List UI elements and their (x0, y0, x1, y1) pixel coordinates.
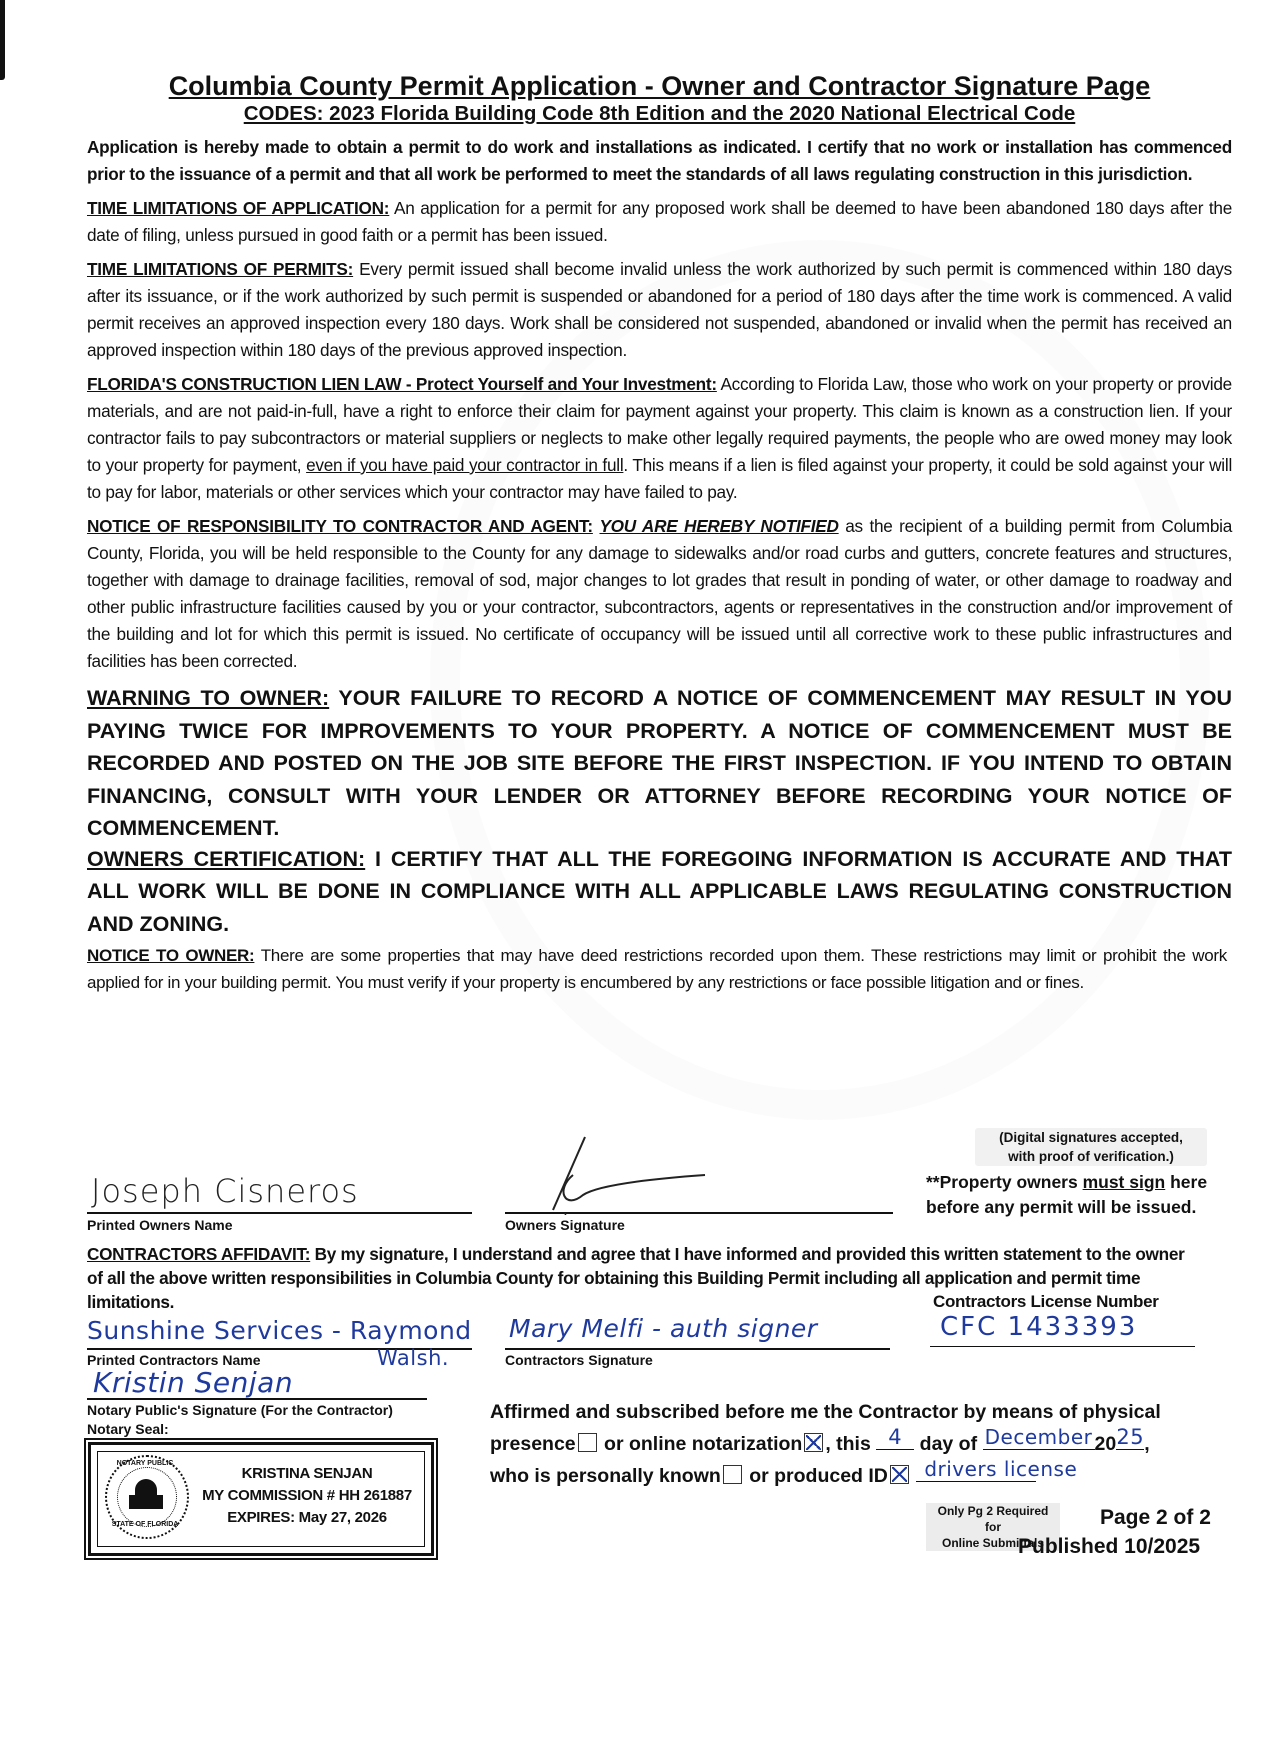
license-line (930, 1346, 1195, 1347)
printed-owners-name-value: Joseph Cisneros (91, 1172, 359, 1210)
underlined-text: even if you have paid your contractor in full (306, 455, 624, 475)
month-field[interactable] (983, 1427, 1095, 1450)
personally-known-checkbox[interactable] (723, 1465, 742, 1484)
seal-text (191, 1463, 423, 1529)
emblem-bottom-text: STATE OF FLORIDA (111, 1521, 179, 1528)
digital-note-line: with proof of verification.) (1008, 1149, 1174, 1164)
section-body: YOUR FAILURE TO RECORD A NOTICE OF COMMENCEMENT MAY RESULT IN YOU PAYING TWICE FOR IMPROVEMENTS TO YOUR PROPERTY. A NOTICE OF COMMENCEMENT MUST BE RECORDED AND POSTED ON THE JOB SITE BEFORE THE FIRST INSPECTION. IF YOU INTEND TO OBTAIN FINANCING, CONSULT WITH YOUR LENDER OR ATTORNEY BEFORE RECORDING YOUR NOTICE OF COMMENCEMENT. (87, 686, 1232, 840)
document-page (87, 70, 1232, 996)
personally-known-label: who is personally known (490, 1465, 721, 1487)
must-sign-line-2: before any permit will be issued. (926, 1197, 1197, 1217)
id-type-field[interactable] (916, 1457, 1078, 1482)
year-suffix: , (1144, 1433, 1150, 1455)
signature-line (505, 1348, 890, 1350)
produced-id-checkbox[interactable] (890, 1465, 909, 1484)
owners-signature-field[interactable] (505, 1135, 893, 1214)
emblem-dome (135, 1479, 157, 1495)
day-of-label: day of (914, 1433, 983, 1455)
affirmation-block (490, 1398, 1230, 1491)
page-title: Columbia County Permit Application - Owner and Contractor Signature Page (168, 71, 1151, 101)
presence-label: presence (490, 1433, 576, 1455)
affirmation-line-3 (490, 1459, 1230, 1491)
section-heading: OWNERS CERTIFICATION: (87, 846, 366, 871)
section-heading: CONTRACTORS AFFIDAVIT: (87, 1244, 311, 1264)
contractors-signature-label: Contractors Signature (505, 1352, 653, 1368)
section-body: Every permit issued shall become invalid unless the work authorized by such permit is commenced within 180 days after its issuance, or if the work authorized by such permit is suspended or abandoned for a period of 180 days after the time work is commenced. A valid permit receives an approved inspection every 180 days. Work shall be considered not suspended, abandoned or invalid when the permit has received an approved inspection within 180 days of the previous approved inspection. (87, 259, 1232, 360)
section-heading: TIME LIMITATIONS OF PERMITS: (87, 259, 354, 279)
emblem-top-text: NOTARY PUBLIC (116, 1460, 174, 1467)
day-value: 4 (888, 1425, 903, 1449)
section-heading: TIME LIMITATIONS OF APPLICATION: (87, 198, 390, 218)
year-prefix: 20 (1094, 1433, 1117, 1455)
year-field[interactable] (1116, 1427, 1144, 1450)
section-heading: FLORIDA'S CONSTRUCTION LIEN LAW - Protect Yourself and Your Investment: (87, 374, 717, 394)
section-body: According to Florida Law, those who work on your property or provide materials, and are not paid-in-full, have a right to enforce their claim for payment against your property. This claim is known as a construction lien. If your contractor fails to pay subcontractors or material suppliers or neglects to make other legally required payments, the people who are owed money may look to your property for payment, (87, 374, 1232, 475)
online-notarization-label: or online notarization (598, 1433, 803, 1455)
notary-seal-label: Notary Seal: (87, 1421, 169, 1437)
notary-signature-label: Notary Public's Signature (For the Contractor) (87, 1402, 393, 1418)
section-body: I CERTIFY THAT ALL THE FOREGOING INFORMATION IS ACCURATE AND THAT ALL WORK WILL BE DONE IN COMPLIANCE WITH ALL APPLICABLE LAWS REGULATING CONSTRUCTION AND ZONING. (87, 846, 1232, 936)
printed-contractors-name-value: Sunshine Services - Raymond (87, 1316, 472, 1345)
contractors-signature-value: Mary Melfi - auth signer (509, 1314, 818, 1343)
digital-note-line: (Digital signatures accepted, (999, 1130, 1183, 1145)
section-warning (87, 682, 1232, 845)
owners-signature-label: Owners Signature (505, 1217, 625, 1233)
published-date: Published 10/2025 (1018, 1535, 1201, 1558)
must-sign-text: **Property owners (926, 1172, 1083, 1192)
section-owners-certification (87, 843, 1232, 941)
printed-owners-name-field[interactable] (87, 1170, 472, 1214)
notary-commission: MY COMMISSION # HH 261887 (202, 1487, 412, 1504)
produced-id-label: or produced ID (743, 1465, 888, 1487)
affirmation-line-2 (490, 1427, 1230, 1459)
section-responsibility (87, 513, 1232, 675)
section-body: as the recipient of a building permit from Columbia County, Florida, you will be held responsible to the County for any damage to sidewalks and/or road curbs and gutters, concrete features and structures, together with damage to drainage facilities, removal of sod, major changes to lot grades that result in ponding of water, or other damage to roadway and other public infrastructure facilities caused by you or your contractor, subcontractors, agents or representatives in the construction and/or improvement of the building and lot for which this permit is issued. No certificate of occupancy will be issued until all corrective work to these public infrastructures and facilities has been corrected. (87, 516, 1233, 671)
contractors-license-label: Contractors License Number (933, 1292, 1159, 1311)
contractors-license-number-value: CFC 1433393 (940, 1312, 1138, 1342)
signature-line (87, 1212, 472, 1214)
printed-owners-name-label: Printed Owners Name (87, 1217, 233, 1233)
online-notarization-checkbox[interactable] (804, 1433, 823, 1452)
contractors-license-number-field[interactable] (930, 1310, 1195, 1348)
year-value: 25 (1116, 1425, 1145, 1449)
section-notice-to-owner (87, 942, 1227, 996)
section-body: There are some properties that may have deed restrictions recorded upon them. These restrictions may limit or prohibit the work applied for in your building permit. You must verify if your property is encumbered by any restrictions or face possible litigation and or fines. (87, 946, 1227, 992)
section-lien-law (87, 371, 1232, 506)
must-sign-line-1 (926, 1170, 1256, 1195)
notary-signature-value: Kristin Senjan (93, 1366, 294, 1399)
emblem-base (129, 1495, 163, 1509)
page-subtitle: CODES: 2023 Florida Building Code 8th Edition and the 2020 National Electrical Code (243, 102, 1076, 125)
property-owners-must-sign-note (926, 1170, 1256, 1220)
section-heading: WARNING TO OWNER: (87, 686, 330, 710)
section-body: An application for a permit for any proposed work shall be deemed to have been abandoned 180 days after the date of filing, unless pursued in good faith or a permit has been issued. (87, 198, 1233, 245)
affirmation-line-1: Affirmed and subscribed before me the Contractor by means of physical (490, 1401, 1161, 1423)
printed-contractors-name-value-2: Walsh. (377, 1346, 450, 1370)
section-body: By my signature, I understand and agree that I have informed and provided this written statement to the owner of all the above written responsibilities in Columbia County for obtaining this Building Permit including all application and permit time limitations. (87, 1244, 1185, 1312)
day-field[interactable] (876, 1427, 914, 1450)
printed-contractors-name-label: Printed Contractors Name (87, 1352, 261, 1368)
id-type-value: drivers license (924, 1457, 1078, 1481)
physical-presence-checkbox[interactable] (578, 1433, 597, 1452)
section-heading: NOTICE TO OWNER: (87, 946, 255, 965)
page-number: Page 2 of 2 (1100, 1506, 1211, 1529)
month-value: December (984, 1425, 1093, 1449)
online-note-line: Online Submittals (941, 1536, 1044, 1550)
this-label: , this (825, 1433, 877, 1455)
emphasis-text: YOU ARE HEREBY NOTIFIED (599, 516, 839, 536)
owner-signature-scribble-icon (525, 1135, 725, 1215)
digital-signature-note (975, 1128, 1207, 1166)
section-time-limit-application (87, 195, 1232, 249)
notary-signature-field[interactable] (87, 1366, 427, 1400)
must-sign-text: here (1165, 1172, 1208, 1192)
section-heading: NOTICE OF RESPONSIBILITY TO CONTRACTOR AND AGENT: (87, 516, 593, 536)
contractors-signature-field[interactable] (505, 1310, 890, 1350)
must-sign-underlined: must sign (1082, 1172, 1166, 1192)
section-body-cont: . This means if a lien is filed against your property, it could be sold against your will to pay for labor, materials or other services which your contractor may have failed to pay. (87, 455, 1233, 502)
notary-seal-stamp (88, 1442, 434, 1556)
intro-paragraph: Application is hereby made to obtain a permit to do work and installations as indicated. I certify that no work or installation has commenced prior to the issuance of a permit and that all work be performed to meet the standards of all laws regulating construction in this jurisdiction. (87, 137, 1232, 184)
notary-name: KRISTINA SENJAN (241, 1465, 373, 1482)
florida-capitol-emblem-icon (105, 1455, 189, 1539)
scan-edge-mark (0, 0, 5, 80)
notary-expires: EXPIRES: May 27, 2026 (227, 1509, 387, 1526)
online-note-line: Only Pg 2 Required for (937, 1504, 1049, 1534)
section-time-limit-permits (87, 256, 1232, 364)
